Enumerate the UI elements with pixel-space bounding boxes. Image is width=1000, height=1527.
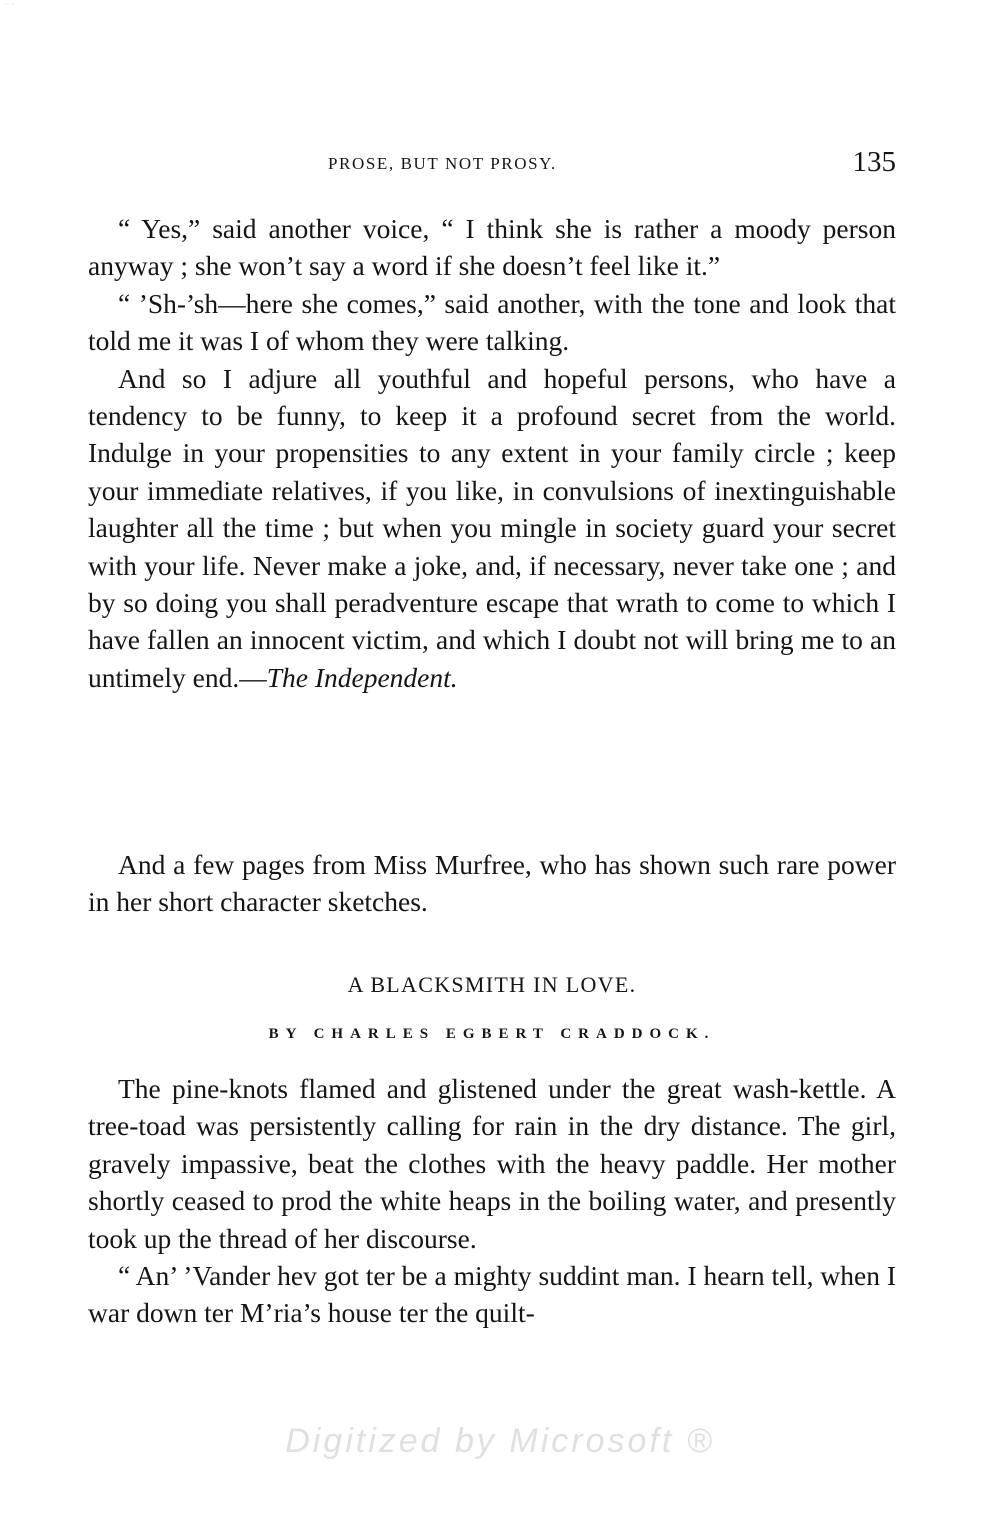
paragraph-adjure [88, 360, 896, 697]
paragraph-yes-said-another-voice: “ Yes,” said another voice, “ I think she is rather a moody person anyway ; she won’t say a word if she doesn’t feel like it.” [88, 213, 896, 282]
paragraph-adjure-text: And so I adjure all youthful and hopeful persons, who have a tendency to be funny, to keep it a profound secret from the world. Indulge in your propensities to any extent in your family circle ; keep your immediate relatives, if you like, in convulsions of inextinguishable laughter all the time ; but when you mingle in society guard your secret with your life. Never make a joke, and, if necessary, never take one ; and by so doing you shall peradventure escape that wrath to come to which I have fallen an innocent victim, and which I doubt not will bring me to an untimely end.— [88, 362, 896, 693]
running-head: PROSE, BUT NOT PROSY. [328, 154, 557, 173]
story-body [88, 1070, 896, 1332]
paragraph-here-she-comes: “ ’Sh-’sh—here she comes,” said another, with the tone and look that told me it was I of whom they were talking. [88, 287, 896, 357]
page-header [88, 146, 896, 186]
source-citation: The Independent. [266, 661, 458, 693]
paragraph-pine-knots: The pine-knots flamed and glistened under the great wash-kettle. A tree-toad was persistently calling for rain in the dry distance. The girl, gravely impassive, beat the clothes with the heavy paddle. Her mother shortly ceased to prod the white heaps in the boiling water, and presently took up the thread of her discourse. [88, 1073, 896, 1254]
essay-ending [88, 210, 896, 696]
page-number: 135 [852, 146, 896, 178]
story-byline: BY CHARLES EGBERT CRADDOCK. [268, 1026, 716, 1042]
digitization-watermark: Digitized by Microsoft ® [285, 1422, 715, 1460]
scan-specks: ·· · [4, 0, 14, 9]
editor-intro [88, 846, 896, 921]
story-title: A BLACKSMITH IN LOVE. [347, 972, 637, 997]
paragraph-vander: “ An’ ’Vander hev got ter be a mighty suddint man. I hearn tell, when I war down ter M’ria’s house ter the quilt- [88, 1260, 896, 1329]
paragraph-miss-murfree: And a few pages from Miss Murfree, who has shown such rare power in her short character sketches. [88, 849, 896, 918]
